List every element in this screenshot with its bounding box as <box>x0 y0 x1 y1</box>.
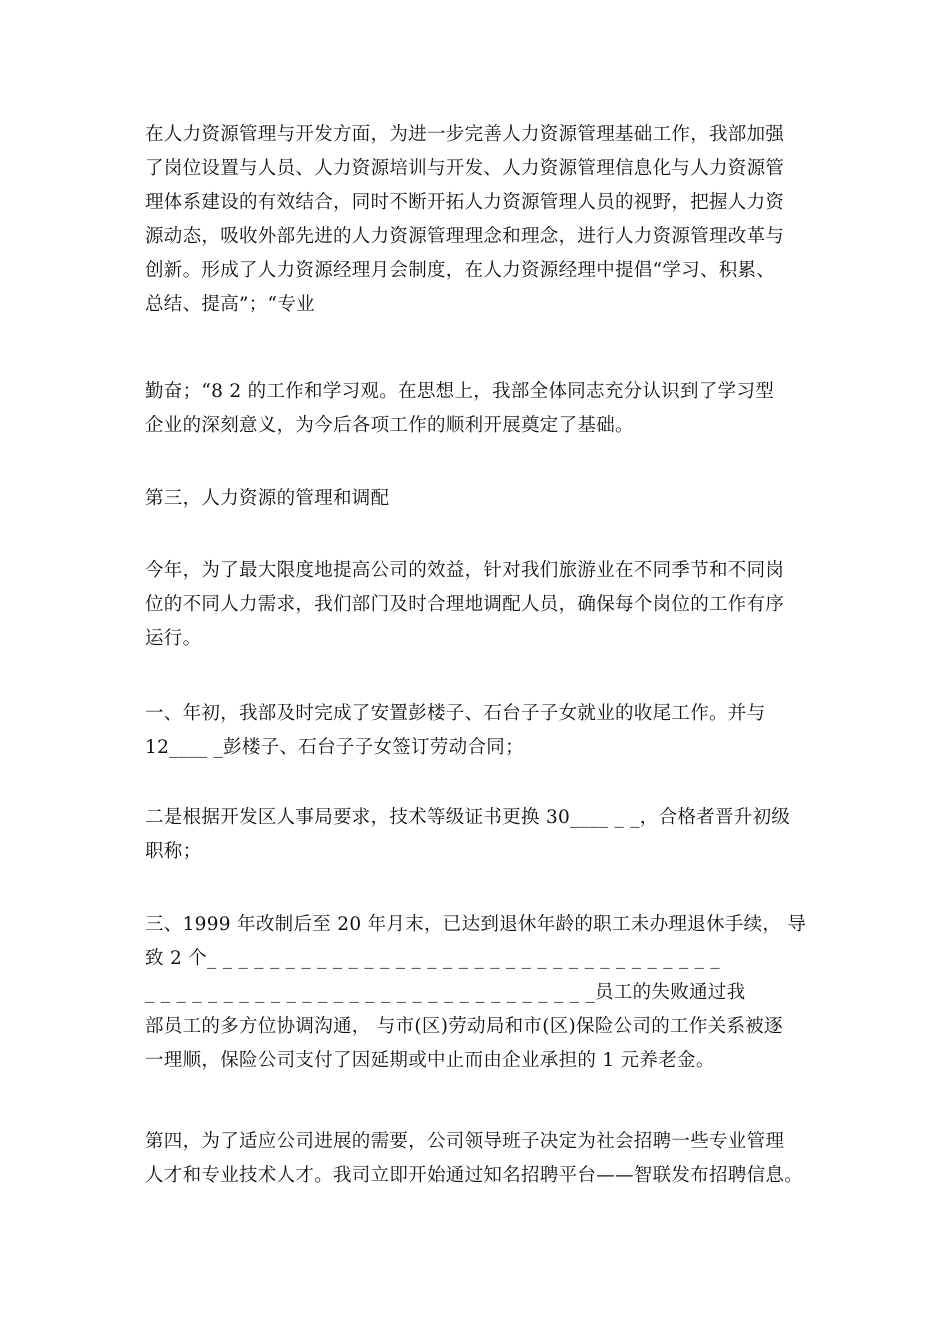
section-heading-third <box>145 482 815 516</box>
text-line: 创新。形成了人力资源经理月会制度，在人力资源经理中提倡“学习、积累、 <box>145 260 776 281</box>
text-line: 理体系建设的有效结合，同时不断开拓人力资源管理人员的视野，把握人力资 <box>145 192 785 213</box>
paragraph-item-two <box>145 801 815 869</box>
text-line: 人才和专业技术人才。我司立即开始通过知名招聘平台——智联发布招聘信息。 <box>145 1165 804 1186</box>
text-line: 致 2 个_ _ _ _ _ _ _ _ _ _ _ _ _ _ _ _ _ _ _ _ _ _ _ _ _ _ _ _ _ _ _ _ _ <box>145 948 720 969</box>
text-line: 企业的深刻意义，为今后各项工作的顺利开展奠定了基础。 <box>145 415 634 436</box>
text-line: 今年，为了最大限度地提高公司的效益，针对我们旅游业在不同季节和不同岗 <box>145 560 785 581</box>
text-line: 在人力资源管理与开发方面，为进一步完善人力资源管理基础工作，我部加强 <box>145 124 785 145</box>
text-line: 运行。 <box>145 628 202 649</box>
text-line: 位的不同人力需求，我们部门及时合理地调配人员，确保每个岗位的工作有序 <box>145 594 785 615</box>
text-line: 第四，为了适应公司进展的需要，公司领导班子决定为社会招聘一些专业管理 <box>145 1131 785 1152</box>
paragraph-fourth-recruitment <box>145 1125 815 1193</box>
paragraph-item-one <box>145 697 815 765</box>
text-line: 12____ _彭楼子、石台子子女签订劳动合同； <box>145 737 524 758</box>
text-line: 一理顺，保险公司支付了因延期或中止而由企业承担的 1 元养老金。 <box>145 1050 715 1071</box>
text-line: 一、年初，我部及时完成了安置彭楼子、石台子子女就业的收尾工作。并与 <box>145 703 766 724</box>
paragraph-hr-management <box>145 118 815 322</box>
paragraph-staff-allocation <box>145 554 815 656</box>
text-line: 第三，人力资源的管理和调配 <box>145 488 390 509</box>
text-line: 了岗位设置与人员、人力资源培训与开发、人力资源管理信息化与人力资源管 <box>145 158 785 179</box>
text-line: 职称； <box>145 841 202 862</box>
text-line: 总结、提高”；“专业 <box>145 294 315 315</box>
paragraph-learning-view <box>145 375 815 443</box>
text-line: 三、1999 年改制后至 20 年月末，已达到退休年龄的职工未办理退休手续， 导 <box>145 914 807 935</box>
text-line: 二是根据开发区人事局要求，技术等级证书更换 30____ _ _，合格者晋升初级 <box>145 807 791 828</box>
text-line: 部员工的多方位协调沟通， 与市(区)劳动局和市(区)保险公司的工作关系被逐 <box>145 1016 783 1037</box>
text-line: _ _ _ _ _ _ _ _ _ _ _ _ _ _ _ _ _ _ _ _ _ _ _ _ _ _ _ _ _员工的失败通过我 <box>145 982 746 1003</box>
text-line: 源动态，吸收外部先进的人力资源管理理念和理念，进行人力资源管理改革与 <box>145 226 785 247</box>
text-line: 勤奋；“8 2 的工作和学习观。在思想上，我部全体同志充分认识到了学习型 <box>145 381 775 402</box>
paragraph-item-three <box>145 908 815 1078</box>
